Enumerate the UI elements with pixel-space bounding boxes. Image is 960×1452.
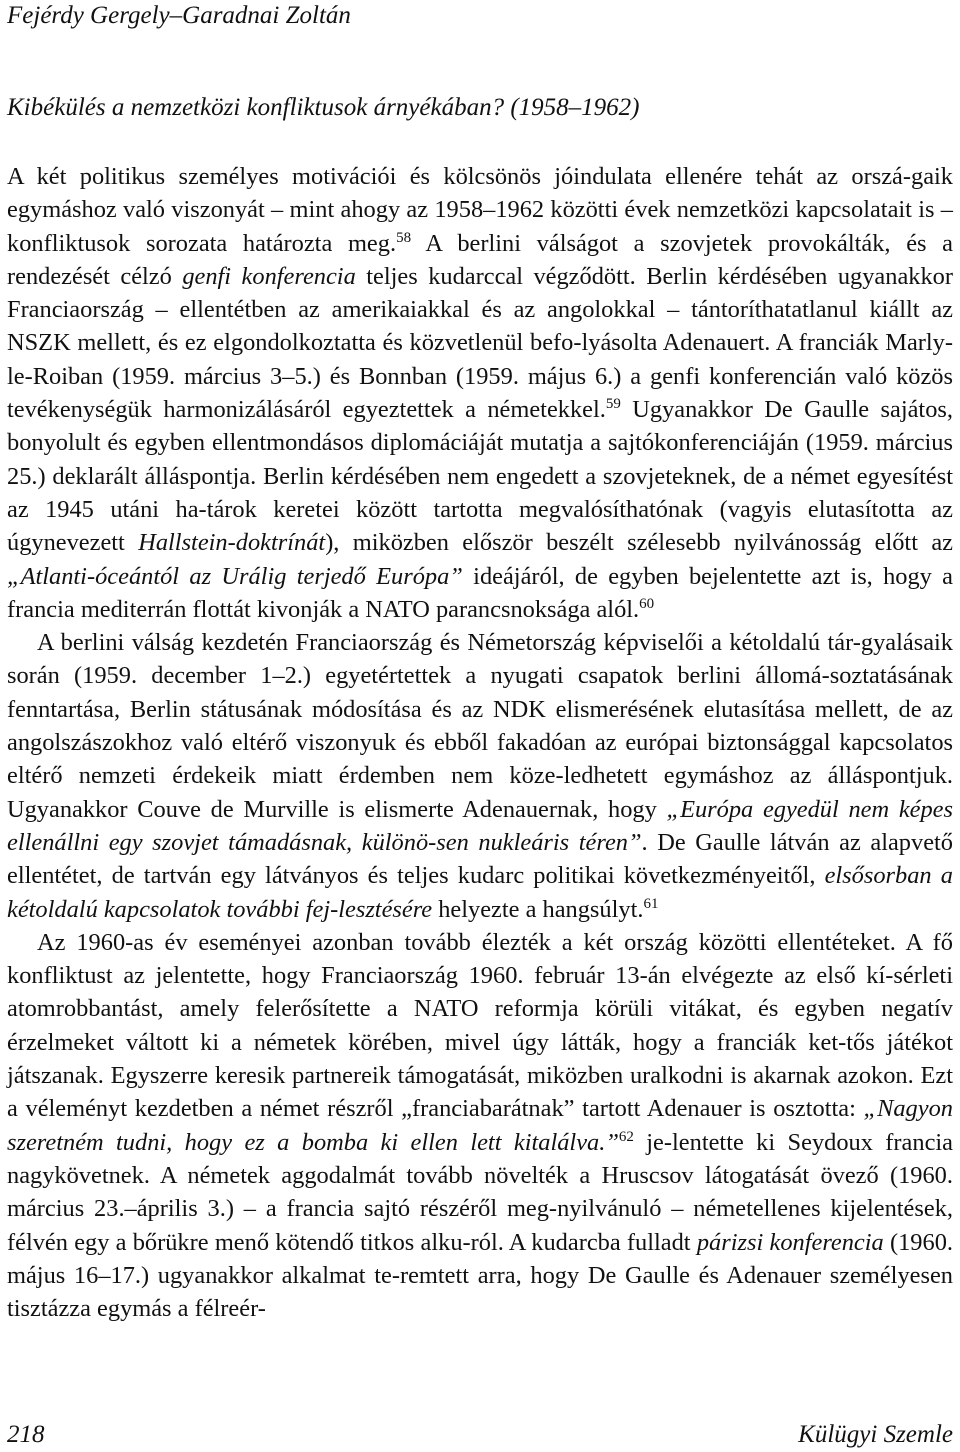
footnote-ref-61: 61 bbox=[643, 895, 659, 912]
text-run: A két politikus személyes motivációi és kölcsönös jóindulata ellenére tehát az orszá- bbox=[7, 163, 911, 190]
text-run: A berlini válság kezdetén Franciaország és Németország képviselői a kétoldalú tár- bbox=[37, 629, 861, 657]
text-run: remtett arra, hogy De Gaulle és Adenauer személyesen tisztázza egymás a félreér- bbox=[7, 1261, 953, 1323]
text-run: Ugyanakkor De Gaulle sajátos, bonyolult és egyben ellentmondásos bbox=[7, 396, 953, 457]
text-run: Adenauer is osztotta: bbox=[646, 1095, 864, 1123]
emphasis-quote-nuklearis: sen nukleáris téren” bbox=[436, 828, 642, 856]
text-run: lyásolta Adenauert. A franciák Marly-le-Roiban (1959. március 3–5.) és Bonnban (1959. bbox=[7, 329, 953, 390]
text-run: gyalásaik során (1959. december 1–2.) egyetértettek a nyugati csapatok berlini állomá- bbox=[7, 629, 953, 690]
text-run: ról. A kudarcba fulladt bbox=[470, 1228, 697, 1256]
text-run: akarnak azokon. Ezt a véleményt kezdetben a német részről „franciabarátnak” tartott bbox=[7, 1062, 953, 1123]
text-run: fő konfliktust az jelentette, hogy Franciaország 1960. február 13-án elvégezte az első kí- bbox=[7, 928, 953, 990]
text-run: teljes kudarc politikai következményeitől, bbox=[397, 862, 825, 890]
text-run: gaik egymáshoz való viszonyát – mint ahogy az 1958–1962 közötti évek nemzetközi bbox=[7, 163, 953, 224]
page-number: 218 bbox=[7, 1421, 45, 1448]
footnote-ref-60: 60 bbox=[639, 595, 655, 612]
text-run: május 6.) a genfi konferencián való közös tevékenységük harmonizálásáról egyeztettek bbox=[7, 362, 953, 424]
emphasis-quote-bomba: „Nagyon szeretném tudni, hogy ez a bomba ki ellen lett kitalálva.” bbox=[7, 1095, 953, 1156]
emphasis-quote-couve: „Európa egyedül nem képes ellenállni egy szovjet támadásnak, különö- bbox=[7, 795, 953, 856]
text-run: teljes kudarccal végződött. Berlin bbox=[355, 262, 708, 290]
text-run: tárok keretei között tartotta megvalósíthatónak (vagyis elutasította az úgynevezett bbox=[7, 495, 954, 557]
text-run: nyilvánuló – németellenes kijelentések, félvén egy a bőrükre menő kötendő titkos alku- bbox=[7, 1195, 953, 1256]
section-title: Kibékülés a nemzetközi konfliktusok árnyékában? (1958–1962) bbox=[7, 94, 640, 121]
page-footer bbox=[7, 1420, 953, 1450]
text-run: A berlini válságot a szovjetek bbox=[411, 229, 753, 257]
emphasis-genfi-konferencia: genfi konferencia bbox=[182, 262, 356, 290]
text-run: Adenauernak, hogy bbox=[462, 795, 667, 823]
article-body bbox=[7, 160, 953, 1325]
running-header-authors: Fejérdy Gergely–Garadnai Zoltán bbox=[7, 2, 351, 29]
text-run: európai biztonsággal kapcsolatos eltérő nemzeti érdekeik miatt érdemben nem köze- bbox=[7, 729, 954, 790]
paragraph-1 bbox=[7, 160, 953, 626]
text-run: ), miközben először beszélt szélesebb nyilvánosság előtt az bbox=[325, 529, 953, 557]
footnote-ref-59: 59 bbox=[605, 395, 621, 412]
text-run: ledhetett egymáshoz az álláspontjuk. Ugyanakkor Couve de Murville is elismerte bbox=[7, 762, 953, 823]
paragraph-3 bbox=[7, 926, 953, 1326]
text-run: elutasítása mellett, de az angolszászokhoz való eltérő viszonyuk és ebből fakadóan az bbox=[7, 695, 953, 757]
text-run: kérdésében ugyanakkor Franciaország – ellentétben az amerikaiakkal és az angolokkal bbox=[7, 262, 953, 324]
text-run: kapcsolatait is – konfliktusok sorozata határozta meg. bbox=[7, 196, 953, 257]
text-run: Az 1960-as év eseményei azonban tovább élezték a két ország közötti ellentéteket. A bbox=[37, 928, 922, 956]
text-run: provokálták, és a rendezését célzó bbox=[7, 229, 954, 290]
text-run: negatív érzelmeket váltott ki a németek körében, mivel úgy látták, hogy a franciák ket- bbox=[7, 995, 953, 1056]
journal-name: Külügyi Szemle bbox=[798, 1421, 953, 1448]
text-run: mediterrán flottát kivonják a NATO parancsnoksága alól. bbox=[80, 595, 640, 623]
emphasis-parizsi-konferencia: párizsi konferencia bbox=[696, 1228, 884, 1256]
text-run: ideájáról, de egyben bejelentette azt is, hogy a francia bbox=[7, 562, 953, 623]
text-run: a németekkel. bbox=[465, 396, 606, 424]
text-run: helyezte a hangsúlyt. bbox=[432, 895, 644, 923]
footnote-ref-62: 62 bbox=[618, 1128, 634, 1145]
text-run: Berlin kérdésében nem engedett a szovjeteknek, de a német egyesítést az 1945 utáni ha- bbox=[7, 462, 953, 523]
text-run: Hruscsov látogatását övező (1960. március 23.–április 3.) – a francia sajtó részéről meg- bbox=[7, 1161, 953, 1223]
text-run: . De Gaulle látván az alapvető ellentétet, de tartván egy látványos és bbox=[7, 828, 953, 890]
text-run: tős játékot játszanak. Egyszerre keresik partnereik támogatását, miközben uralkodni is bbox=[7, 1028, 953, 1090]
text-run: diplomáciáját mutatja a sajtókonferenciáján (1959. március 25.) deklarált álláspontja. bbox=[7, 429, 953, 490]
text-run: lentette ki Seydoux francia nagykövetnek. A németek aggodalmát tovább növelték a bbox=[7, 1128, 954, 1189]
text-run: je- bbox=[633, 1128, 673, 1156]
emphasis-hallstein-doktrina: Hallstein-doktrínát bbox=[138, 529, 326, 557]
emphasis-kapcsolatok: elsősorban a kétoldalú kapcsolatok további fej- bbox=[7, 862, 953, 923]
emphasis-fejlesztesere: lesztésére bbox=[338, 895, 433, 923]
footnote-ref-58: 58 bbox=[396, 229, 412, 246]
text-run: soztatásának fenntartása, Berlin státusának módosítása és az NDK elismerésének bbox=[7, 662, 953, 723]
text-run: – tántoríthatatlanul kiállt az NSZK mellett, és ez elgondolkoztatta és közvetlenül befo- bbox=[7, 296, 953, 357]
text-run: sérleti atomrobbantást, amely felerősítette a NATO reformja körüli vitákat, és egyben bbox=[7, 962, 953, 1023]
emphasis-quote-europa: óceántól az Urálig terjedő Európa” bbox=[95, 562, 463, 590]
emphasis-quote-atlanti: „Atlanti- bbox=[7, 562, 96, 590]
text-run: (1960. május 16–17.) ugyanakkor alkalmat te- bbox=[7, 1228, 953, 1289]
paragraph-2 bbox=[7, 626, 953, 926]
